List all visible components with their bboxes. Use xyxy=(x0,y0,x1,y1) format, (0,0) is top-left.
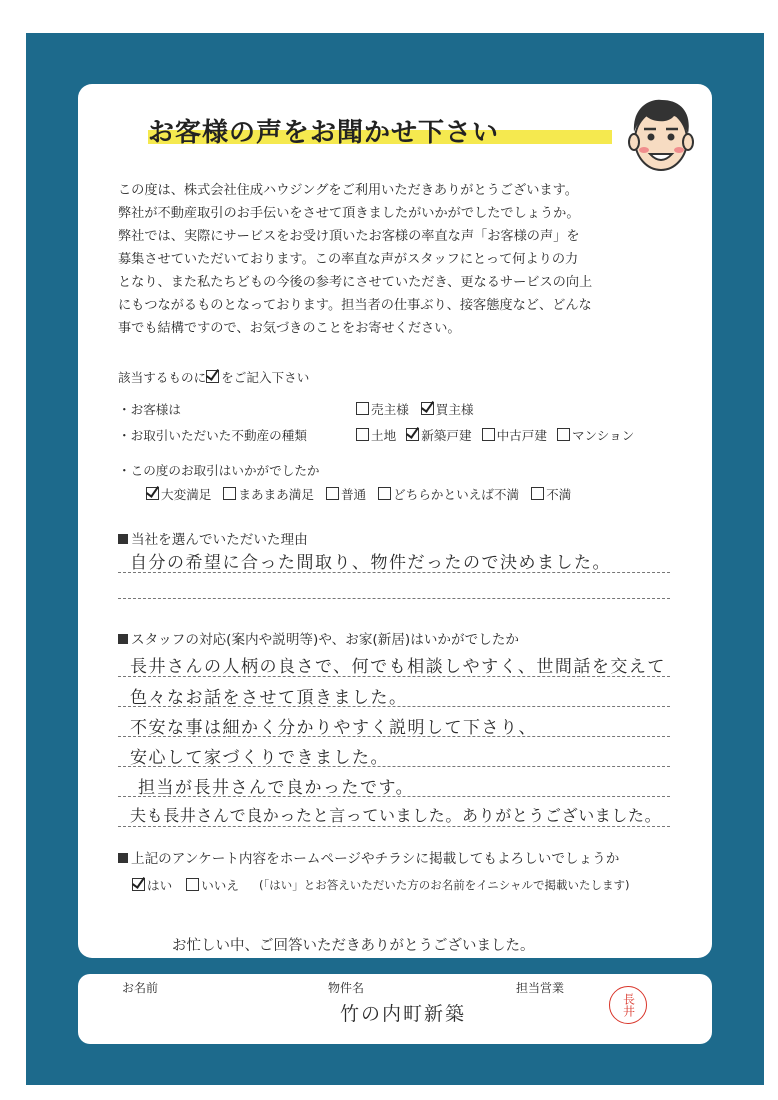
option-dissatisfied[interactable]: 不満 xyxy=(531,484,571,503)
checkbox-checked[interactable] xyxy=(421,402,434,415)
staff-label: 担当営業 xyxy=(516,981,565,995)
intro-line: 弊社が不動産取引のお手伝いをさせて頂きましたがいかがでしたでしょうか。 xyxy=(118,206,580,221)
property-label: 物件名 xyxy=(328,981,365,995)
intro-line: 事でも結構ですので、お気づきのことをお寄せください。 xyxy=(118,321,461,336)
intro-line: 募集させていただいております。この率直な声がスタッフにとって何よりの力 xyxy=(118,252,579,267)
option-used-house[interactable]: 中古戸建 xyxy=(482,425,547,444)
staff-answer-line: 担当が長井さんで良かったです。 xyxy=(138,778,415,798)
mascot-face-icon xyxy=(622,94,700,174)
customer-type-label: ・お客様は xyxy=(118,402,181,417)
publish-note: (「はい」とお答えいただいた方のお名前をイニシャルで掲載いたします) xyxy=(258,877,630,892)
intro-text xyxy=(118,179,678,340)
reason-answer: 自分の希望に合った間取り、物件だったので決めました。 xyxy=(130,553,611,573)
intro-line: となり、また私たちどもの今後の参考にさせていただき、更なるサービスの向上 xyxy=(118,275,593,290)
closing-message: お忙しい中、ご回答いただきありがとうございました。 xyxy=(172,938,535,954)
property-type-options xyxy=(356,425,634,444)
answer-line xyxy=(118,572,670,573)
answer-line xyxy=(118,736,670,737)
property-value: 竹の内町新築 xyxy=(340,1003,467,1025)
option-buyer[interactable]: 買主様 xyxy=(421,399,474,418)
reason-heading: 当社を選んでいただいた理由 xyxy=(118,528,308,548)
option-new-house[interactable]: 新築戸建 xyxy=(406,425,471,444)
customer-type-options xyxy=(356,399,474,418)
publish-heading: 上記のアンケート内容をホームページやチラシに掲載してもよろしいでしょうか xyxy=(118,847,619,867)
checkbox[interactable] xyxy=(482,428,495,441)
answer-line xyxy=(118,796,670,797)
answer-line xyxy=(118,826,670,827)
option-yes[interactable]: はい xyxy=(132,875,172,894)
checkbox[interactable] xyxy=(356,402,369,415)
publish-options xyxy=(132,875,630,894)
option-normal[interactable]: 普通 xyxy=(326,484,366,503)
checkbox[interactable] xyxy=(223,487,236,500)
staff-answer-line: 色々なお話をさせて頂きました。 xyxy=(130,688,408,708)
intro-line: にもつながるものとなっております。担当者の仕事ぶり、接客態度など、どんな xyxy=(118,298,592,313)
satisfaction-label: ・この度のお取引はいかがでしたか xyxy=(118,463,320,478)
property-type-label: ・お取引いただいた不動産の種類 xyxy=(118,428,307,443)
checkbox[interactable] xyxy=(531,487,544,500)
answer-line xyxy=(118,676,670,677)
staff-seal-stamp: 長井 xyxy=(609,986,647,1024)
option-no[interactable]: いいえ xyxy=(186,875,239,894)
checkbox[interactable] xyxy=(378,487,391,500)
checkbox[interactable] xyxy=(356,428,369,441)
instruction: 該当するものに をご記入下さい xyxy=(118,370,310,385)
option-mansion[interactable]: マンション xyxy=(557,425,634,444)
staff-answer-line: 不安な事は細かく分かりやすく説明して下さり、 xyxy=(130,718,537,738)
checkbox-checked[interactable] xyxy=(132,878,145,891)
name-label: お名前 xyxy=(122,981,159,995)
check-example-icon xyxy=(206,370,219,383)
staff-answer-line: 安心して家づくりできました。 xyxy=(130,748,389,768)
square-bullet-icon xyxy=(118,853,128,863)
checkbox-checked[interactable] xyxy=(146,487,159,500)
intro-line: この度は、株式会社住成ハウジングをご利用いただきありがとうございます。 xyxy=(118,183,578,198)
square-bullet-icon xyxy=(118,634,128,644)
staff-heading: スタッフの対応(案内や説明等)や、お家(新居)はいかがでしたか xyxy=(118,628,519,648)
option-somewhat-dissatisfied[interactable]: どちらかといえば不満 xyxy=(378,484,519,503)
satisfaction-options xyxy=(146,484,571,503)
checkbox[interactable] xyxy=(326,487,339,500)
staff-answer-line: 長井さんの人柄の良さで、何でも相談しやすく、世間話を交えて xyxy=(130,657,666,677)
page-title: お客様の声をお聞かせ下さい xyxy=(148,118,500,148)
checkbox[interactable] xyxy=(557,428,570,441)
checkbox-checked[interactable] xyxy=(406,428,419,441)
answer-line xyxy=(118,766,670,767)
intro-line: 弊社では、実際にサービスをお受け頂いたお客様の率直な声「お客様の声」を xyxy=(118,229,580,244)
option-very-satisfied[interactable]: 大変満足 xyxy=(146,484,211,503)
option-fairly-satisfied[interactable]: まあまあ満足 xyxy=(223,484,314,503)
option-seller[interactable]: 売主様 xyxy=(356,399,409,418)
answer-line xyxy=(118,598,670,599)
option-land[interactable]: 土地 xyxy=(356,425,396,444)
staff-answer-line: 夫も長井さんで良かったと言っていました。ありがとうございました。 xyxy=(130,806,662,825)
checkbox[interactable] xyxy=(186,878,199,891)
square-bullet-icon xyxy=(118,534,128,544)
answer-line xyxy=(118,706,670,707)
